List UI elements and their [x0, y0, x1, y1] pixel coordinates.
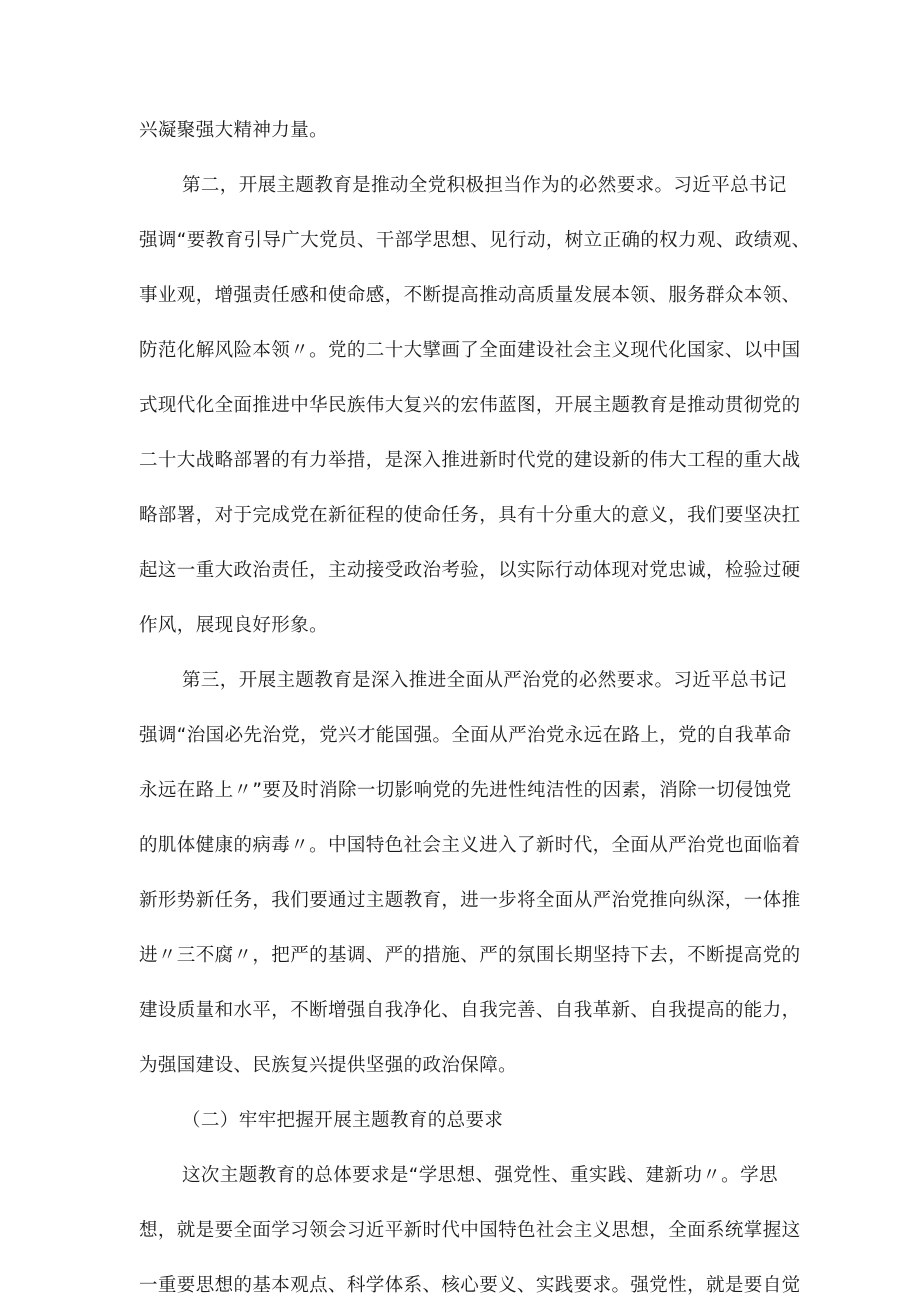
text-line: 永远在路上〃”要及时消除一切影响党的先进性纯洁性的因素，消除一切侵蚀党 [139, 780, 792, 801]
text-line: 起这一重大政治责任，主动接受政治考验，以实际行动体现对党忠诚，检验过硬 [139, 560, 801, 581]
text-line: 想，就是要全面学习领会习近平新时代中国特色社会主义思想，全面系统掌握这 [139, 1220, 801, 1241]
paragraph-start-line: 第二，开展主题教育是推动全党积极担当作为的必然要求。习近平总书记 [182, 175, 787, 196]
text-line: 强调“治国必先治党，党兴才能国强。全面从严治党永远在路上，党的自我革命 [139, 725, 792, 746]
text-line: 新形势新任务，我们要通过主题教育，进一步将全面从严治党推向纵深，一体推 [139, 890, 801, 911]
text-line: 略部署，对于完成党在新征程的使命任务，具有十分重大的意义，我们要坚决扛 [139, 505, 801, 526]
paragraph-start-line: 第三，开展主题教育是深入推进全面从严治党的必然要求。习近平总书记 [182, 670, 787, 691]
paragraph-start-line: 这次主题教育的总体要求是“学思想、强党性、重实践、建新功〃。学思 [182, 1165, 778, 1186]
section-heading: （二）牢牢把握开展主题教育的总要求 [182, 1110, 504, 1131]
text-line: 式现代化全面推进中华民族伟大复兴的宏伟蓝图，开展主题教育是推动贯彻党的 [139, 395, 801, 416]
text-line: 为强国建设、民族复兴提供坚强的政治保障。 [139, 1055, 518, 1076]
text-line: 强调“要教育引导广大党员、干部学思想、见行动，树立正确的权力观、政绩观、 [139, 230, 811, 251]
text-line: 防范化解风险本领〃。党的二十大擘画了全面建设社会主义现代化国家、以中国 [139, 340, 801, 361]
text-line: 二十大战略部署的有力举措，是深入推进新时代党的建设新的伟大工程的重大战 [139, 450, 801, 471]
text-line: 兴凝聚强大精神力量。 [139, 120, 329, 141]
text-line: 一重要思想的基本观点、科学体系、核心要义、实践要求。强党性，就是要自觉 [139, 1275, 801, 1296]
text-line: 的肌体健康的病毒〃。中国特色社会主义进入了新时代，全面从严治党也面临着 [139, 835, 801, 856]
text-line: 作风，展现良好形象。 [139, 615, 329, 636]
text-line: 建设质量和水平，不断增强自我净化、自我完善、自我革新、自我提高的能力， [139, 1000, 801, 1021]
text-line: 事业观，增强责任感和使命感，不断提高推动高质量发展本领、服务群众本领、 [139, 285, 801, 306]
text-line: 进〃三不腐〃，把严的基调、严的措施、严的氛围长期坚持下去，不断提高党的 [139, 945, 801, 966]
